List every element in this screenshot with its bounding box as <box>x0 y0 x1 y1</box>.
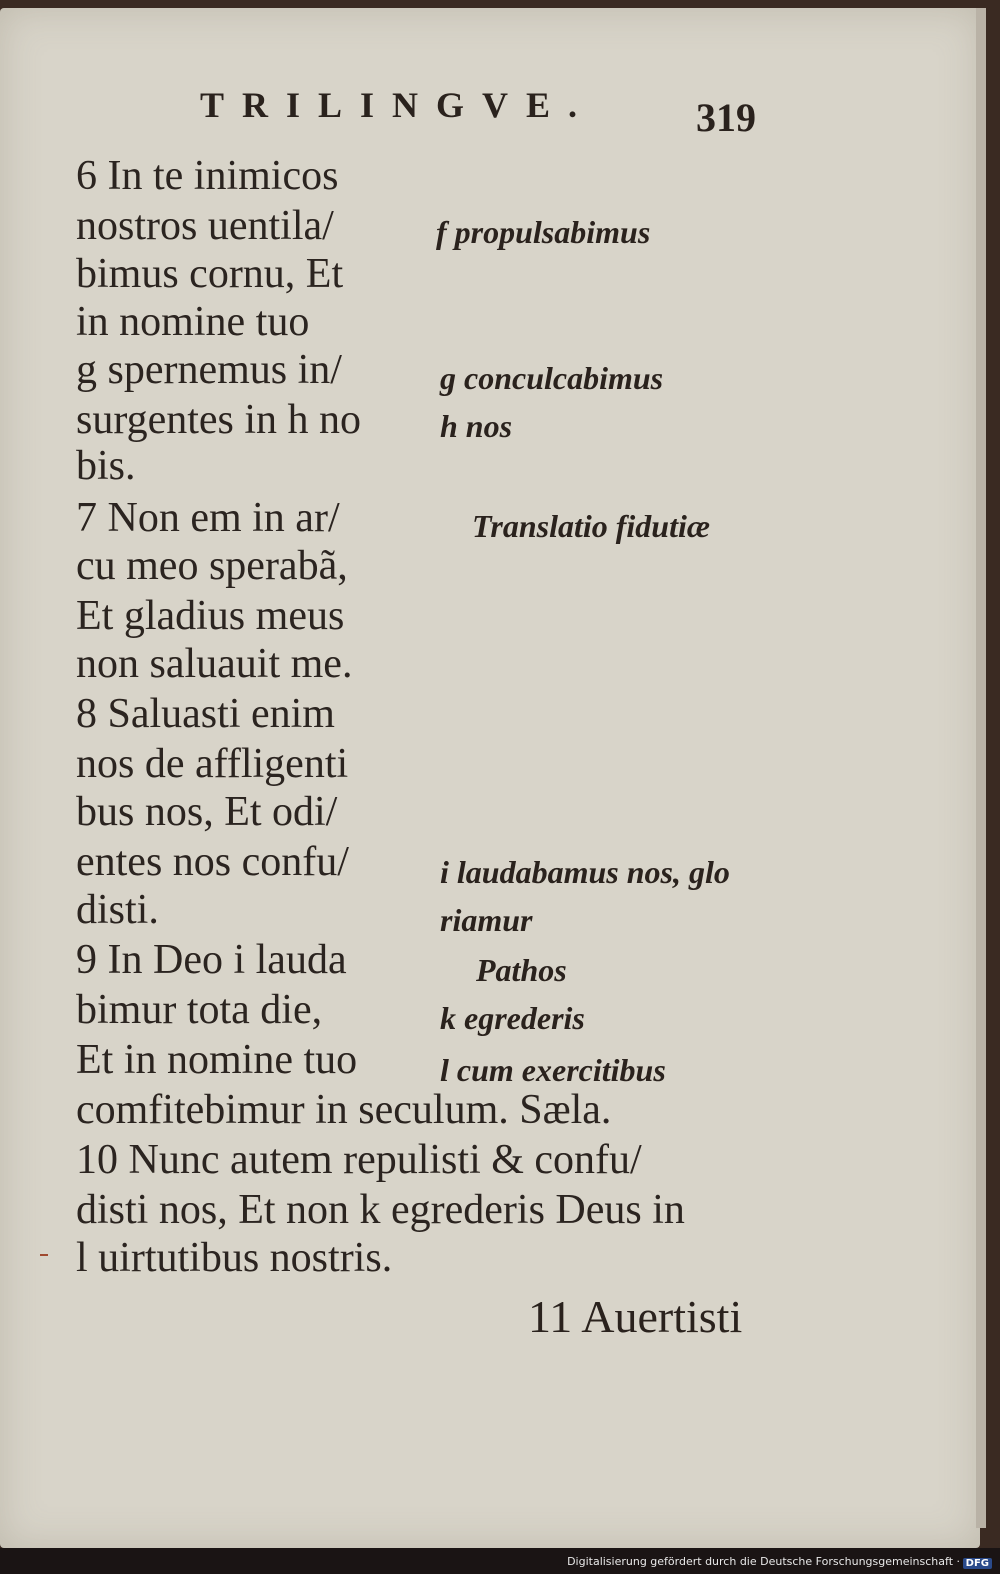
text-line: Et in nomine tuo <box>76 1037 358 1083</box>
text-line: 8 Saluasti enim <box>76 691 335 737</box>
text-line: g spernemus in/ <box>76 347 342 393</box>
margin-note: Pathos <box>476 952 567 988</box>
text-line: 9 In Deo i lauda <box>76 937 347 983</box>
text-line: in nomine tuo <box>76 299 310 345</box>
text-line: 6 In te inimicos <box>76 153 339 199</box>
margin-note: g conculcabimus <box>440 360 664 396</box>
page-edge <box>976 8 986 1528</box>
margin-note: k egrederis <box>440 1000 585 1036</box>
text-line: bus nos, Et odi/ <box>76 789 338 835</box>
text-line: cu meo sperabã, <box>76 543 348 589</box>
text-line: bimur tota die, <box>76 987 323 1033</box>
catchword: 11 Auertisti <box>528 1291 743 1342</box>
margin-note: i laudabamus nos, glo <box>440 854 730 890</box>
text-line: l uirtutibus nostris. <box>76 1235 393 1281</box>
page-number: 319 <box>696 95 756 140</box>
margin-note: f propulsabimus <box>436 214 651 250</box>
text-line: bis. <box>76 443 136 489</box>
margin-note: l cum exercitibus <box>440 1052 666 1088</box>
text-line: disti nos, Et non k egrederis Deus in <box>76 1187 685 1233</box>
text-line: nostros uentila/ <box>76 203 334 249</box>
margin-note: Translatio fidutiæ <box>472 508 710 544</box>
text-line: 10 Nunc autem repulisti & confu/ <box>76 1137 642 1183</box>
margin-note: h nos <box>440 408 513 444</box>
text-line: bimus cornu, Et <box>76 251 344 297</box>
text-line: disti. <box>76 887 159 933</box>
text-line: 7 Non em in ar/ <box>76 495 340 541</box>
text-line: surgentes in h no <box>76 397 362 443</box>
running-title: TRILINGVE. <box>200 85 596 125</box>
text-line: comfitebimur in seculum. Sæla. <box>76 1087 612 1133</box>
text-line: Et gladius meus <box>76 593 345 639</box>
text-line: entes nos confu/ <box>76 839 349 885</box>
digitization-credit: Digitalisierung gefördert durch die Deutsche Forschungsgemeinschaft · <box>567 1555 960 1568</box>
text-line: non saluauit me. <box>76 641 353 687</box>
margin-mark <box>40 1254 48 1256</box>
dfg-logo: DFG <box>963 1558 992 1569</box>
margin-note: riamur <box>440 902 533 938</box>
text-line: nos de affligenti <box>76 741 349 787</box>
